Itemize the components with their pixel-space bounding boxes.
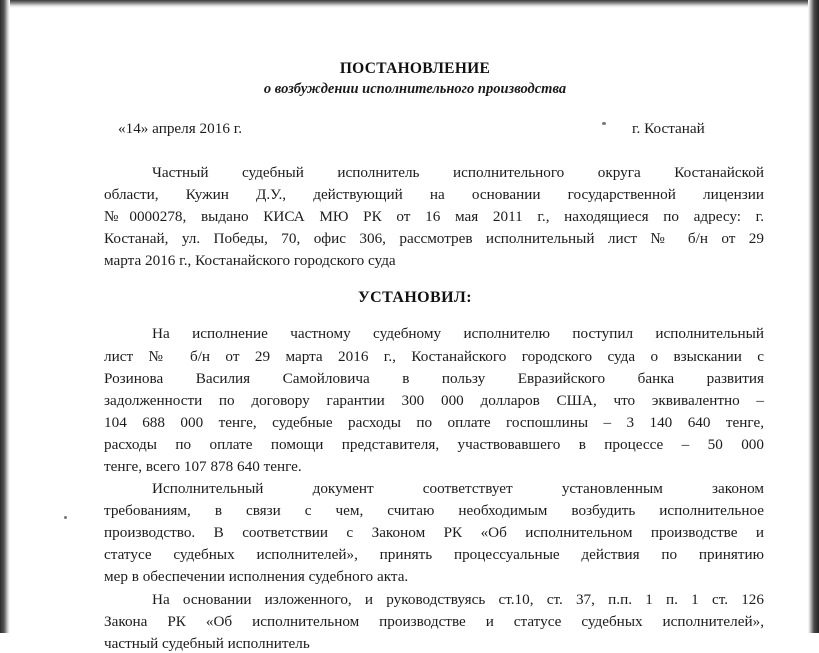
scan-speck — [64, 516, 67, 519]
body-line: Розинова Василия Самойловича в пользу Евразийского банка развития — [104, 370, 764, 387]
body-line: тенге, всего 107 878 640 тенге. — [104, 458, 302, 475]
intro-line: №0000278, выдано КИСА МЮ РК от 16 мая 2011 г., находящиеся по адресу: г. — [104, 208, 764, 225]
document-title: ПОСТАНОВЛЕНИЕ — [339, 60, 491, 77]
scan-edge-right — [808, 0, 819, 633]
intro-line: Костанай, ул. Победы, 70, офис 306, рассмотрев исполнительный лист № б/н от 29 — [104, 230, 764, 247]
intro-line: области, Кужин Д.У., действующий на основании государственной лицензии — [104, 186, 764, 203]
body-line: На основании изложенного, и руководствуясь ст.10, ст. 37, п.п. 1 п. 1 ст. 126 — [152, 591, 764, 608]
body-line: Закона РК «Об исполнительном производстве и статусе судебных исполнителей», — [104, 613, 764, 630]
scan-speck — [602, 122, 606, 125]
body-line: Исполнительный документ соответствует установленным законом — [152, 480, 764, 497]
body-line: расходы по оплате помощи представителя, участвовавшего в процессе – 50 000 — [104, 436, 764, 453]
document-city: г. Костанай — [632, 120, 705, 137]
body-line: частный судебный исполнитель — [104, 635, 310, 652]
body-line: 104 688 000 тенге, судебные расходы по оплате госпошлины – 3 140 640 тенге, — [104, 414, 764, 431]
body-line: производство. В соответствии с Законом РК «Об исполнительном производстве и — [104, 524, 764, 541]
body-line: мер в обеспечении исполнения судебного акта. — [104, 568, 409, 585]
scan-edge-left — [0, 0, 10, 633]
document-subtitle: о возбуждении исполнительного производства — [263, 81, 567, 97]
section-heading: УСТАНОВИЛ: — [358, 289, 472, 306]
intro-line: марта 2016 г., Костанайского городского суда — [104, 252, 396, 269]
scan-edge-top — [0, 0, 819, 8]
body-line: лист № б/н от 29 марта 2016 г., Костанайского городского суда о взыскании с — [104, 348, 764, 365]
document-page — [22, 8, 808, 652]
intro-line: Частный судебный исполнитель исполнительного округа Костанайской — [152, 164, 764, 181]
body-line: задолженности по договору гарантии 300 000 долларов США, что эквивалентно – — [104, 392, 764, 409]
body-line: статусе судебных исполнителей», принять процессуальные действия по принятию — [104, 546, 764, 563]
document-date: «14» апреля 2016 г. — [118, 120, 243, 137]
body-line: На исполнение частному судебному исполнителю поступил исполнительный — [152, 325, 764, 342]
body-line: требованиям, в связи с чем, считаю необходимым возбудить исполнительное — [104, 502, 764, 519]
